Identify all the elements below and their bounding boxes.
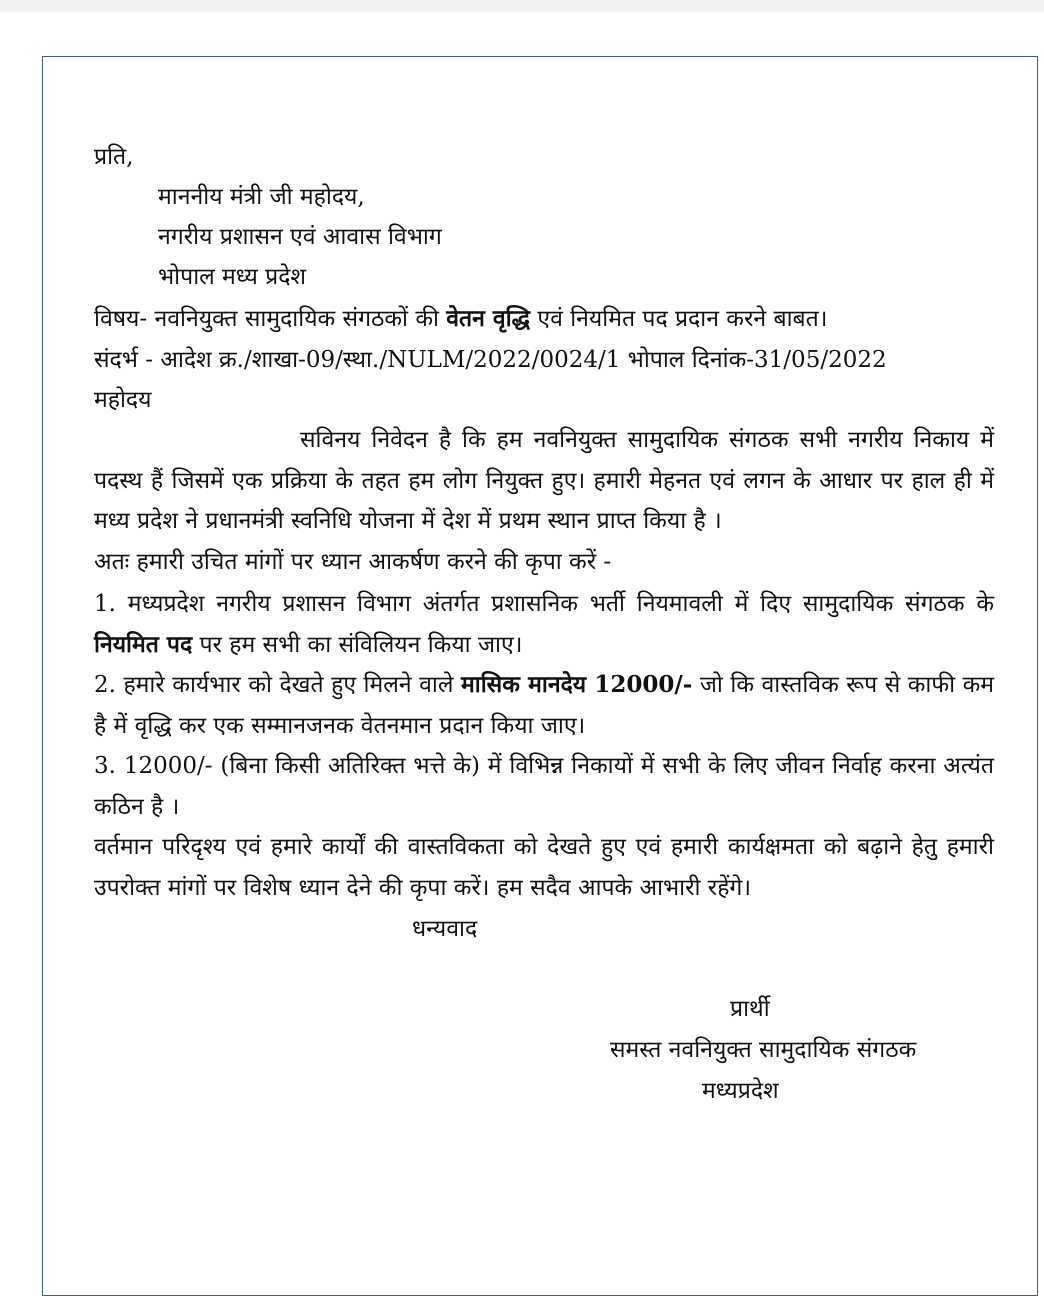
recipient-line: माननीय मंत्री जी महोदय, — [158, 184, 365, 210]
point2-text-end: जो कि वास्तविक रूप से काफी कम है में वृद्धि कर एक सम्मानजनक वेतनमान प्रदान किया जाए। — [94, 672, 995, 739]
subject-emphasis: वेतन वृद्धि — [446, 305, 531, 332]
reference-line: संदर्भ - आदेश क्र./शाखा-09/स्था./NULM/2022/0024/1 भोपाल दिनांक-31/05/2022 — [94, 347, 887, 373]
subject-suffix: एवं नियमित पद प्रदान करने बाबत। — [530, 306, 828, 332]
subject-line — [94, 304, 828, 334]
greeting: महोदय — [94, 387, 152, 413]
point1-emphasis: नियमित पद — [94, 630, 193, 658]
subject-prefix: विषय- नवनियुक्त सामुदायिक संगठकों की — [94, 306, 447, 332]
recipient-line: नगरीय प्रशासन एवं आवास विभाग — [158, 224, 442, 250]
signoff-line: समस्त नवनियुक्त सामुदायिक संगठक — [610, 1037, 917, 1063]
recipient-line: भोपाल मध्य प्रदेश — [158, 264, 307, 290]
salutation-to: प्रति, — [94, 144, 134, 170]
point1-text: 1. मध्यप्रदेश नगरीय प्रशासन विभाग अंतर्गत प्रशासनिक भर्ती नियमावली में दिए सामुदायिक संगठक के — [94, 591, 994, 617]
demand-point-2 — [94, 665, 994, 746]
point2-emphasis: मासिक मानदेय 12000/- — [461, 671, 693, 698]
point1-text-end: पर हम सभी का संविलियन किया जाए। — [192, 631, 523, 658]
point2-text: 2. हमारे कार्यभार को देखते हुए मिलने वाले — [94, 672, 462, 698]
demand-point-1 — [94, 584, 994, 665]
thanks: धन्यवाद — [412, 916, 478, 942]
viewer-top-bar — [0, 0, 1044, 12]
signoff-line: मध्यप्रदेश — [702, 1078, 779, 1104]
demand-point-3: 3. 12000/- (बिना किसी अतिरिक्त भत्ते के) में विभिन्न निकायों में सभी के लिए जीवन निर्वाह करना अत्यंत कठिन है । — [94, 753, 994, 820]
closing-paragraph: वर्तमान परिदृश्य एवं हमारे कार्यों की वास्तविकता को देखते हुए एवं हमारी कार्यक्षमता को बढ़ाने हेतु हमारी उपरोक्त मांगों पर विशेष ध्यान देने की कृपा करें। हम सदैव आपके आभारी रहेंगे। — [94, 834, 994, 901]
signoff-line: प्रार्थी — [730, 996, 770, 1022]
demands-intro: अतः हमारी उचित मांगों पर ध्यान आकर्षण करने की कृपा करें - — [94, 549, 612, 575]
body-paragraph: सविनय निवेदन है कि हम नवनियुक्त सामुदायिक संगठक सभी नगरीय निकाय में पदस्थ हैं जिसमें एक प्रक्रिया के तहत हम लोग नियुक्त हुए। हमारी मेहनत एवं लगन के आधार पर हाल ही में मध्य प्रदेश ने प्रधानमंत्री स्वनिधि योजना में देश में प्रथम स्थान प्राप्त किया है । — [94, 427, 994, 534]
